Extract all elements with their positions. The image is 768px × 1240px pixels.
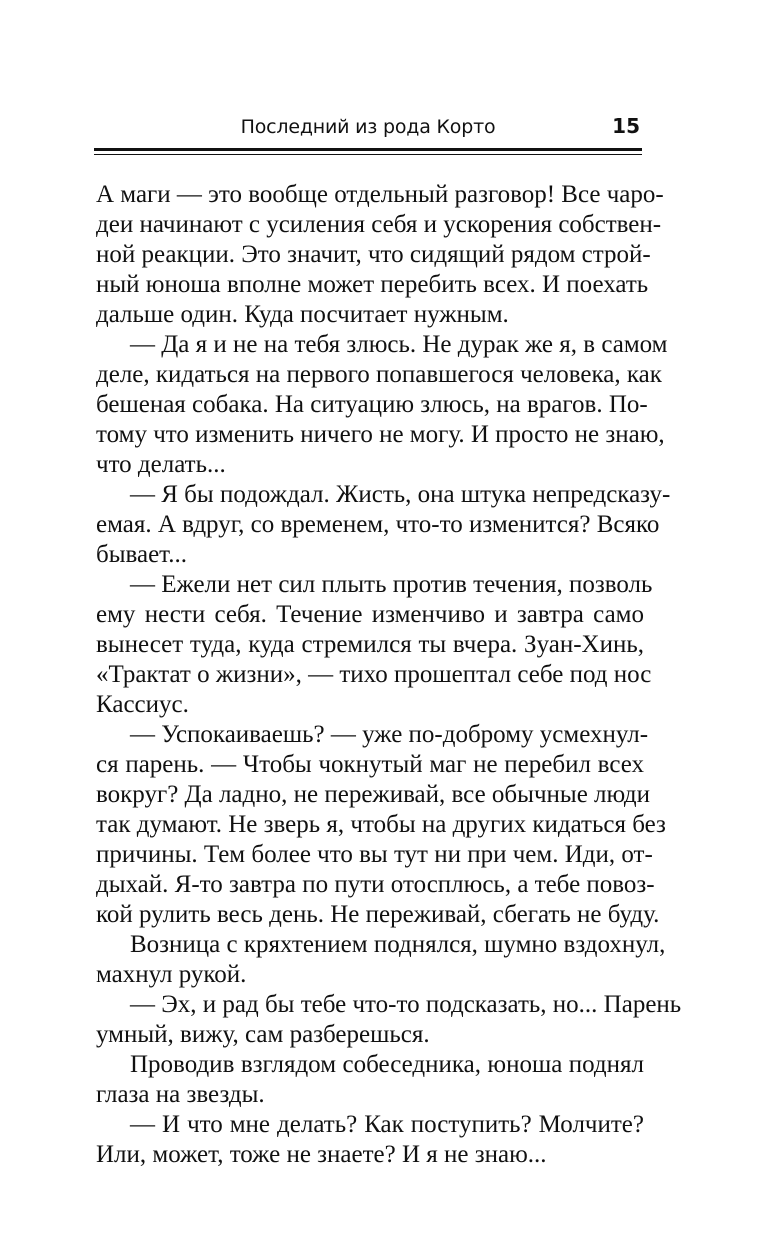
text-line: бывает... — [96, 541, 187, 568]
header-rule — [94, 148, 642, 151]
text-line: емая. А вдруг, со временем, что-то изменится? Всяко — [96, 511, 660, 538]
text-line: ной реакции. Это значит, что сидящий рядом строй- — [96, 241, 651, 268]
text-line: — Я бы подождал. Жисть, она штука непредсказу- — [130, 481, 671, 508]
body-text — [96, 180, 682, 1170]
text-line: — Успокаиваешь? — уже по-доброму усмехнул- — [130, 721, 649, 748]
text-line: так думают. Не зверь я, чтобы на других кидаться без — [96, 811, 666, 838]
text-line: — Да я и не на тебя злюсь. Не дурак же я, в самом — [130, 331, 668, 358]
text-line: кой рулить весь день. Не переживай, сбегать не буду. — [96, 901, 660, 928]
text-line: дальше один. Куда посчитает нужным. — [96, 301, 509, 328]
text-line: — Ежели нет сил плыть против течения, позволь — [130, 571, 653, 598]
text-line: «Трактат о жизни», — тихо прошептал себе под нос — [96, 661, 652, 688]
paragraph — [96, 570, 653, 720]
page-number: 15 — [612, 114, 640, 138]
text-line: причины. Тем более что вы тут ни при чем. Иди, от- — [96, 841, 653, 868]
running-header-title: Последний из рода Корто — [240, 116, 496, 138]
header-rule-thin — [94, 154, 642, 155]
paragraph — [96, 330, 668, 480]
paragraph — [96, 180, 664, 330]
text-line: ный юноша вполне может перебить всех. И поехать — [96, 271, 649, 298]
text-line: бешеная собака. На ситуацию злюсь, на врагов. По- — [96, 391, 648, 418]
text-line: дыхай. Я-то завтра по пути отосплюсь, а тебе повоз- — [96, 871, 655, 898]
text-line: Кассиус. — [96, 691, 189, 718]
text-line: А маги — это вообще отдельный разговор! Все чаро- — [96, 181, 664, 208]
text-line: Или, может, тоже не знаете? И я не знаю... — [96, 1141, 547, 1168]
paragraph — [96, 720, 666, 930]
paragraph — [96, 1050, 644, 1110]
text-line: Проводив взглядом собеседника, юноша поднял — [130, 1051, 644, 1078]
text-line: махнул рукой. — [96, 961, 247, 988]
text-line: что делать... — [96, 451, 226, 478]
text-line: умный, вижу, сам разберешься. — [96, 1021, 430, 1048]
running-header — [94, 112, 642, 144]
text-line: деи начинают с усиления себя и ускорения собствен- — [96, 211, 662, 238]
paragraph — [96, 930, 666, 990]
text-line: деле, кидаться на первого попавшегося человека, как — [96, 361, 662, 388]
paragraph — [96, 480, 671, 570]
text-line: — Эх, и рад бы тебе что-то подсказать, но... Парень — [130, 991, 682, 1018]
text-line: Возница с кряхтением поднялся, шумно вздохнул, — [130, 931, 666, 958]
text-line: тому что изменить ничего не могу. И просто не знаю, — [96, 421, 665, 448]
text-line: ему нести себя. Течение изменчиво и завтра само — [96, 601, 644, 628]
text-line: — И что мне делать? Как поступить? Молчите? — [130, 1111, 644, 1138]
paragraph — [96, 1110, 644, 1170]
text-line: вокруг? Да ладно, не переживай, все обычные люди — [96, 781, 651, 808]
text-line: глаза на звезды. — [96, 1081, 265, 1108]
text-line: вынесет туда, куда стремился ты вчера. Зуан-Хинь, — [96, 631, 644, 658]
text-line: ся парень. — Чтобы чокнутый маг не перебил всех — [96, 751, 644, 778]
paragraph — [96, 990, 682, 1050]
